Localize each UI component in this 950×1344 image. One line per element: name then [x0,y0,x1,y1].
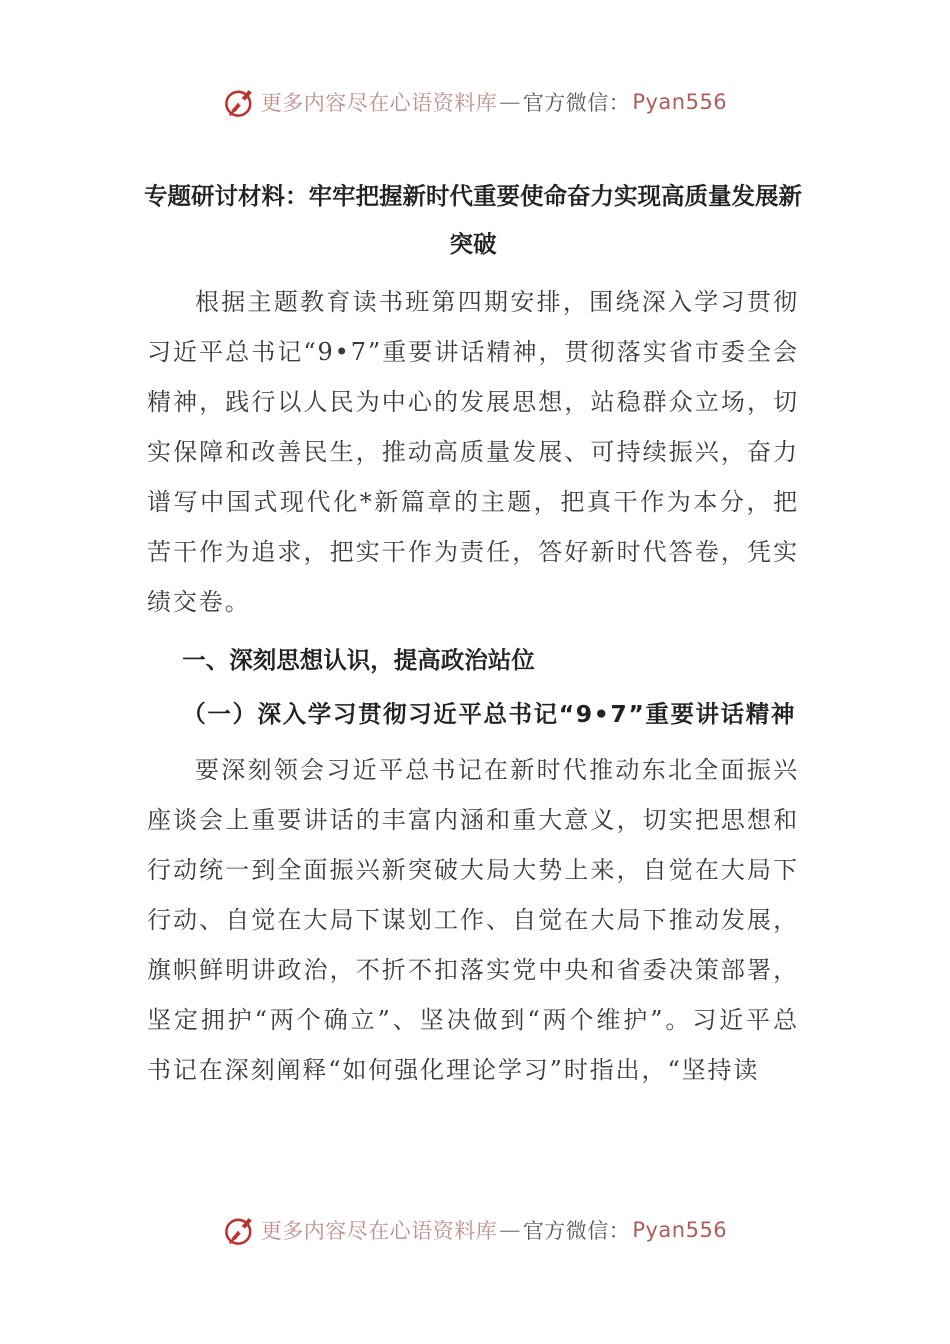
watermark-official: 官方微信： [522,1219,631,1243]
header-watermark [0,82,950,122]
subsection-paragraph: 要深刻领会习近平总书记在新时代推动东北全面振兴座谈会上重要讲话的丰富内涵和重大意义，切实把思想和行动统一到全面振兴新突破大局大势上来，自觉在大局下行动、自觉在大局下谋划工作、自觉在大局下推动发展，旗帜鲜明讲政治，不折不扣落实党中央和省委决策部署，坚定拥护“两个确立”、坚决做到“两个维护”。习近平总书记在深刻阐释“如何强化理论学习”时指出，“坚持读 [147,756,799,1084]
watermark-site: 更多内容尽在心语资料库 [260,91,498,115]
section-heading: 一、深刻思想认识，提高政治站位 [182,646,535,674]
document-body [144,172,802,1095]
intro-paragraph: 根据主题教育读书班第四期安排，围绕深入学习贯彻习近平总书记“9•7”重要讲话精神，贯彻落实省市委全会精神，践行以人民为中心的发展思想，站稳群众立场，切实保障和改善民生，推动高质量发展、可持续振兴，奋力谱写中国式现代化*新篇章的主题，把真干作为本分，把苦干作为追求，把实干作为责任，答好新时代答卷，凭实绩交卷。 [147,288,799,616]
watermark-official: 官方微信： [522,91,631,115]
watermark-dash: — [499,90,521,114]
watermark-wechat-id: Pyan556 [632,1218,728,1242]
quill-logo-icon [223,85,257,119]
watermark-dash: — [499,1218,521,1242]
quill-logo-icon [223,1213,257,1247]
watermark-site: 更多内容尽在心语资料库 [260,1219,498,1243]
subsection-heading: （一）深入学习贯彻习近平总书记“9•7”重要讲话精神 [182,700,796,728]
document-title: 专题研讨材料：牢牢把握新时代重要使命奋力实现高质量发展新突破 [144,182,802,258]
watermark-wechat-id: Pyan556 [632,90,728,114]
footer-watermark [0,1210,950,1250]
